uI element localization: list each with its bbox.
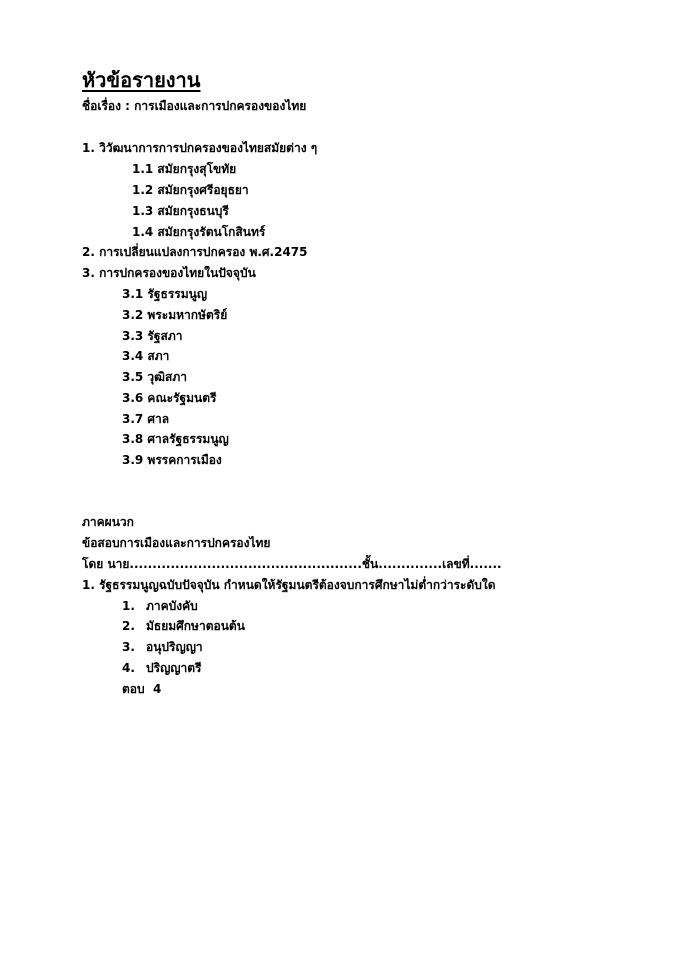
author-line: โดย นาย...................................................ชั้น..............เลขที่.......: [82, 557, 502, 571]
appendix-heading: ภาคผนวก: [82, 515, 134, 529]
outline-item-2: 2. การเปลี่ยนแปลงการปกครอง พ.ศ.2475: [82, 245, 308, 259]
answer-option: [122, 597, 198, 615]
outline-item-1-4: 1.4 สมัยกรุงรัตนโกสินทร์: [132, 225, 266, 239]
outline-item-3-9: 3.9 พรรคการเมือง: [122, 453, 222, 467]
outline-item-1-1: 1.1 สมัยกรุงสุโขทัย: [132, 162, 237, 176]
option-text: มัธยมศึกษาตอนต้น: [146, 619, 245, 633]
option-text: ปริญญาตรี: [146, 661, 202, 675]
option-number: 4.: [122, 661, 135, 675]
outline-item-1: 1. วิวัฒนาการการปกครองของไทยสมัยต่าง ๆ: [82, 141, 318, 155]
subject-line: ชื่อเรื่อง : การเมืองและการปกครองของไทย: [82, 99, 307, 113]
exam-title: ข้อสอบการเมืองและการปกครองไทย: [82, 536, 271, 550]
page-title: หัวข้อรายงาน: [82, 68, 201, 92]
answer-line: ตอบ 4: [122, 682, 162, 696]
answer-option: [122, 617, 245, 635]
outline-item-3-5: 3.5 วุฒิสภา: [122, 370, 187, 384]
outline-item-3-8: 3.8 ศาลรัฐธรรมนูญ: [122, 432, 229, 446]
outline-item-1-3: 1.3 สมัยกรุงธนบุรี: [132, 204, 229, 218]
option-text: อนุปริญญา: [146, 640, 203, 654]
outline-item-3-7: 3.7 ศาล: [122, 412, 170, 426]
outline-item-1-2: 1.2 สมัยกรุงศรีอยุธยา: [132, 183, 249, 197]
answer-option: [122, 638, 203, 656]
outline-item-3-1: 3.1 รัฐธรรมนูญ: [122, 287, 208, 301]
answer-option: [122, 659, 202, 677]
outline-item-3-2: 3.2 พระมหากษัตริย์: [122, 308, 228, 322]
outline-item-3-6: 3.6 คณะรัฐมนตรี: [122, 391, 217, 405]
exam-question: 1. รัฐธรรมนูญฉบับปัจจุบัน กำหนดให้รัฐมนตรีต้องจบการศึกษาไม่ต่ำกว่าระดับใด: [82, 578, 496, 592]
outline-item-3: 3. การปกครองของไทยในปัจจุบัน: [82, 266, 256, 280]
option-number: 1.: [122, 599, 135, 613]
option-number: 3.: [122, 640, 135, 654]
option-number: 2.: [122, 619, 135, 633]
option-text: ภาคบังคับ: [146, 599, 198, 613]
outline-item-3-4: 3.4 สภา: [122, 349, 170, 363]
outline-item-3-3: 3.3 รัฐสภา: [122, 329, 183, 343]
